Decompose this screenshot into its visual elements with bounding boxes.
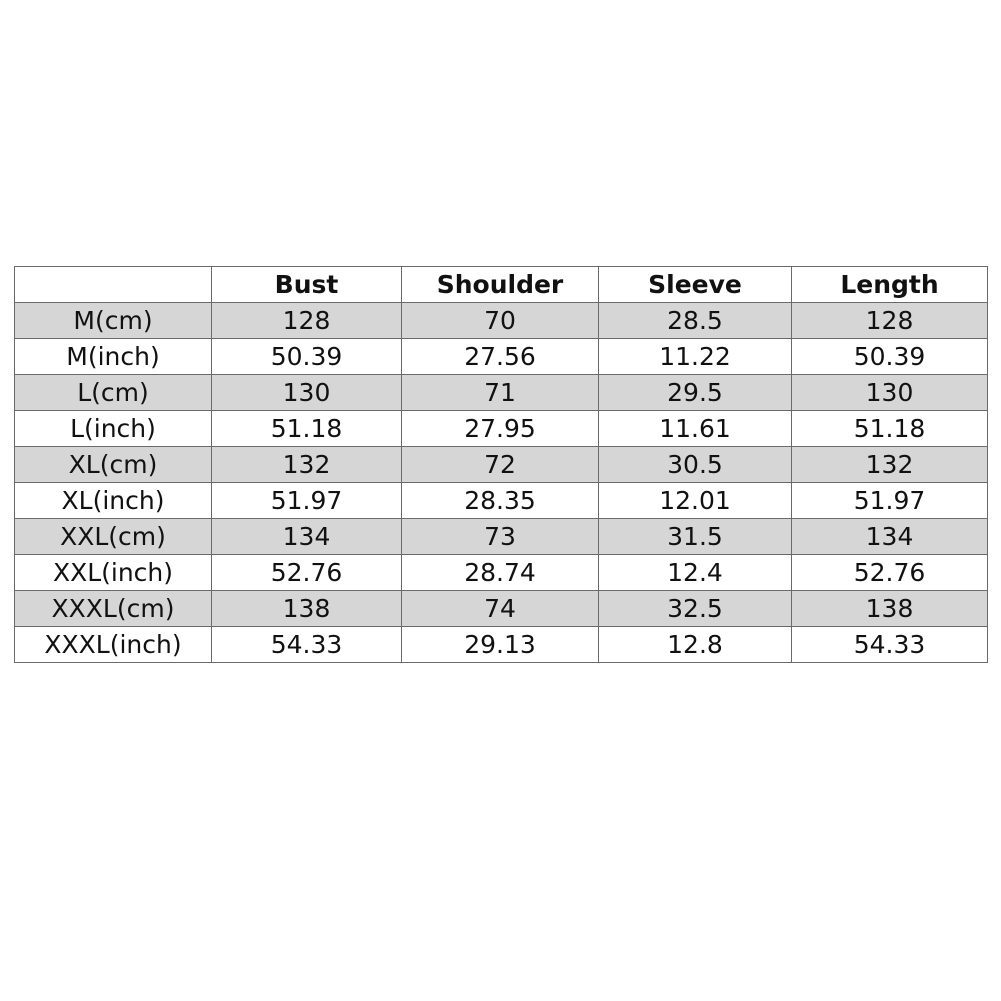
table-row [15,411,988,447]
length-cell: 52.76 [792,555,988,591]
size-label-cell: M(cm) [15,303,212,339]
sleeve-cell: 32.5 [599,591,792,627]
bust-cell: 51.18 [212,411,402,447]
table-row [15,519,988,555]
shoulder-cell: 73 [402,519,599,555]
size-chart-table [14,266,988,663]
length-cell: 130 [792,375,988,411]
bust-cell: 50.39 [212,339,402,375]
shoulder-cell: 74 [402,591,599,627]
size-label-cell: XXL(inch) [15,555,212,591]
length-cell: 51.18 [792,411,988,447]
table-row [15,483,988,519]
bust-cell: 130 [212,375,402,411]
length-cell: 51.97 [792,483,988,519]
length-cell: 50.39 [792,339,988,375]
bust-cell: 128 [212,303,402,339]
table-row [15,627,988,663]
header-corner-cell [15,267,212,303]
size-label-cell: L(cm) [15,375,212,411]
shoulder-cell: 71 [402,375,599,411]
table-row [15,339,988,375]
table-row [15,555,988,591]
size-label-cell: XL(cm) [15,447,212,483]
length-cell: 132 [792,447,988,483]
sleeve-cell: 11.22 [599,339,792,375]
length-cell: 134 [792,519,988,555]
table-row [15,591,988,627]
bust-cell: 134 [212,519,402,555]
length-cell: 54.33 [792,627,988,663]
shoulder-cell: 72 [402,447,599,483]
shoulder-cell: 28.35 [402,483,599,519]
sleeve-cell: 12.8 [599,627,792,663]
size-label-cell: XXXL(inch) [15,627,212,663]
size-label-cell: XXL(cm) [15,519,212,555]
length-cell: 128 [792,303,988,339]
sleeve-cell: 30.5 [599,447,792,483]
size-chart-header [15,267,988,303]
size-label-cell: XXXL(cm) [15,591,212,627]
bust-cell: 132 [212,447,402,483]
table-row [15,375,988,411]
header-length: Length [792,267,988,303]
length-cell: 138 [792,591,988,627]
size-label-cell: XL(inch) [15,483,212,519]
header-sleeve: Sleeve [599,267,792,303]
shoulder-cell: 28.74 [402,555,599,591]
sleeve-cell: 29.5 [599,375,792,411]
header-row [15,267,988,303]
sleeve-cell: 31.5 [599,519,792,555]
sleeve-cell: 12.4 [599,555,792,591]
size-label-cell: M(inch) [15,339,212,375]
sleeve-cell: 12.01 [599,483,792,519]
size-label-cell: L(inch) [15,411,212,447]
bust-cell: 138 [212,591,402,627]
shoulder-cell: 70 [402,303,599,339]
header-bust: Bust [212,267,402,303]
table-row [15,303,988,339]
header-shoulder: Shoulder [402,267,599,303]
sleeve-cell: 28.5 [599,303,792,339]
shoulder-cell: 27.95 [402,411,599,447]
size-chart-body [15,303,988,663]
bust-cell: 51.97 [212,483,402,519]
bust-cell: 54.33 [212,627,402,663]
shoulder-cell: 29.13 [402,627,599,663]
sleeve-cell: 11.61 [599,411,792,447]
shoulder-cell: 27.56 [402,339,599,375]
bust-cell: 52.76 [212,555,402,591]
table-row [15,447,988,483]
